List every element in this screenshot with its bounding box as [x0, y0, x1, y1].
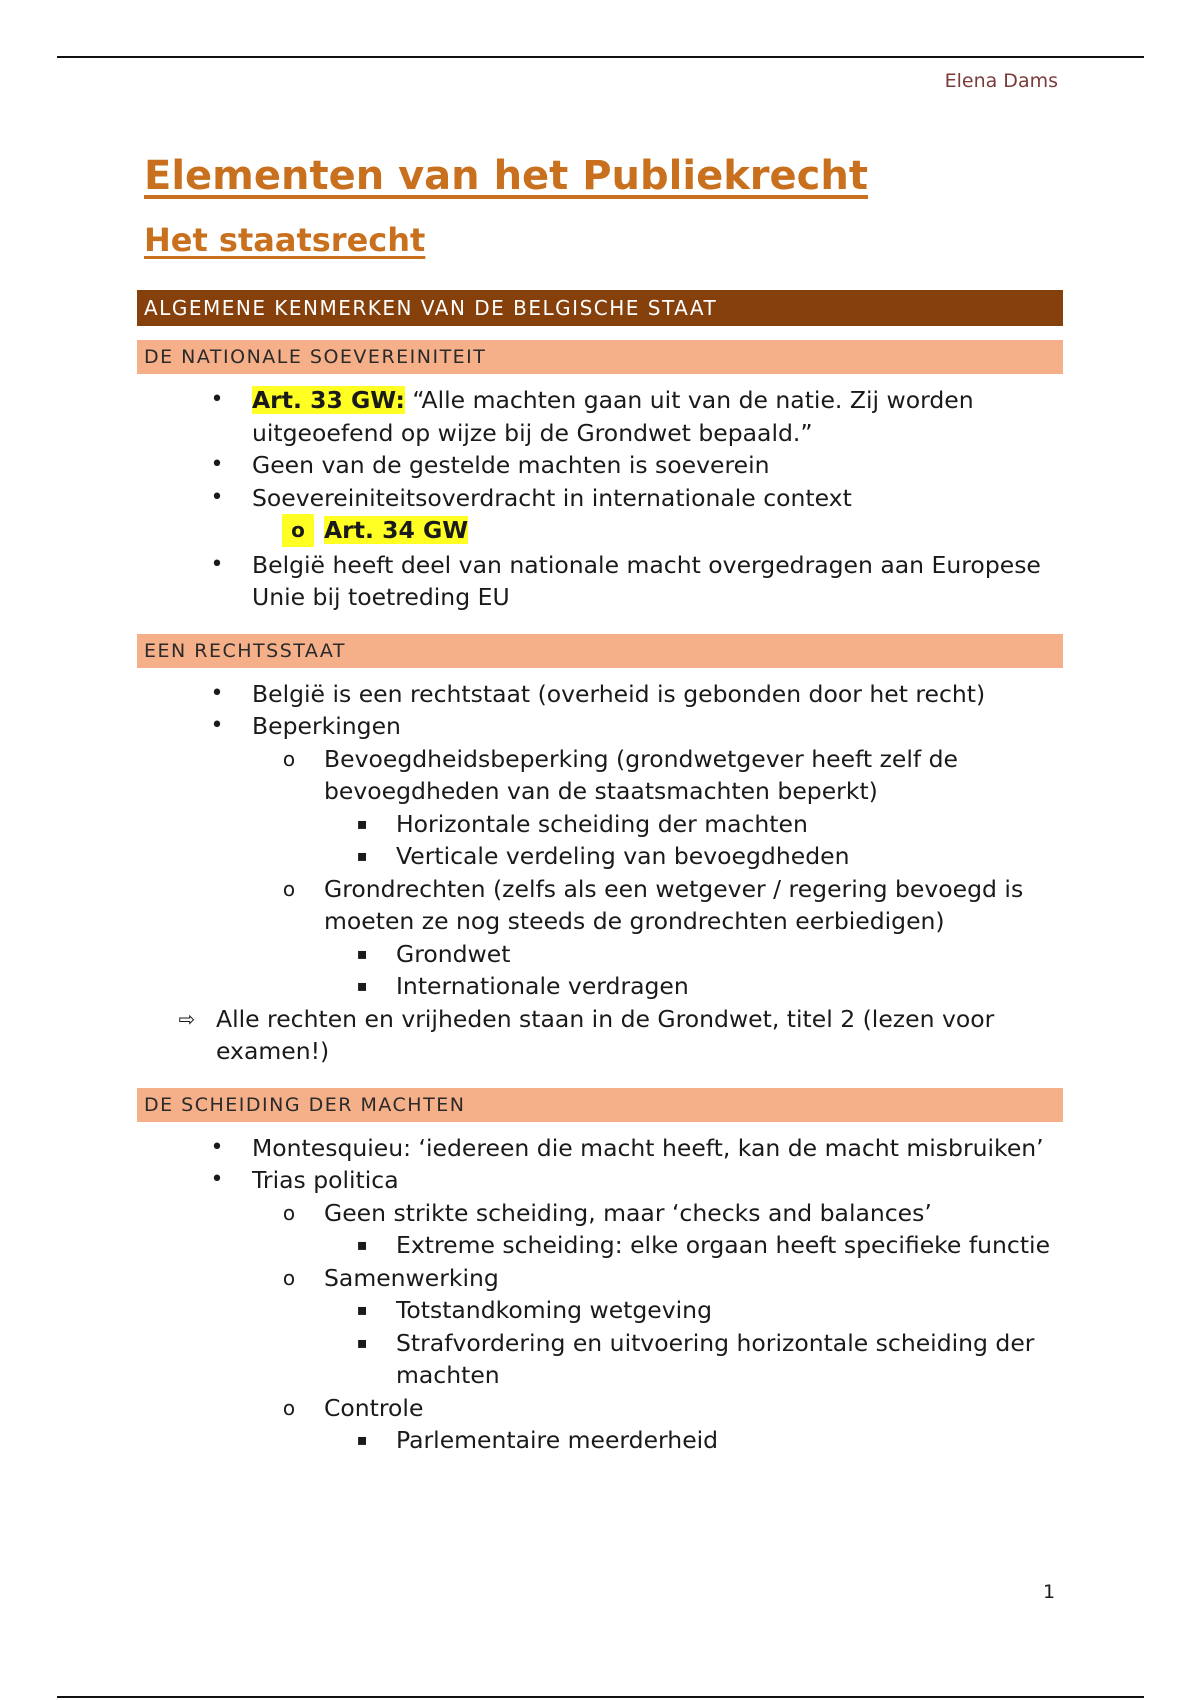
list-item: [137, 808, 1063, 841]
page-number: 1: [1043, 1581, 1056, 1603]
list-item-text: België heeft deel van nationale macht overgedragen aan Europese Unie bij toetreding EU: [252, 550, 1041, 611]
list-item: [137, 482, 1063, 515]
bullet-marker: •: [210, 484, 224, 510]
square-marker: ▪: [356, 1332, 368, 1352]
list-item: [137, 1262, 1063, 1295]
bullet-marker: •: [210, 387, 224, 412]
bullet-marker: •: [210, 680, 224, 706]
circle-marker: o: [282, 1395, 296, 1420]
section-heading-soevereiniteit: DE NATIONALE SOEVEREINITEIT: [137, 340, 1063, 374]
circle-marker: o: [282, 746, 296, 771]
square-marker: ▪: [356, 846, 368, 865]
circle-marker: o: [282, 1265, 296, 1290]
list-item: [137, 514, 1063, 547]
list-item: [137, 1424, 1063, 1457]
list-item-text: Parlementaire meerderheid: [396, 1426, 719, 1454]
document-subtitle: Het staatsrecht: [144, 221, 426, 259]
list-item: [137, 1164, 1063, 1197]
list-item-text: Geen van de gestelde machten is soeverein: [252, 451, 770, 479]
section-list-scheiding: [137, 1132, 1063, 1457]
list-item-text: Montesquieu: ‘iedereen die macht heeft, kan de macht misbruiken’: [252, 1133, 1044, 1162]
bullet-marker: •: [210, 551, 224, 577]
list-item-text: Geen strikte scheiding, maar ‘checks and balances’: [324, 1198, 932, 1227]
list-item: [137, 1229, 1063, 1262]
list-item-text: Strafvordering en uitvoering horizontale scheiding der machten: [396, 1328, 1035, 1389]
bullet-marker: •: [210, 452, 224, 477]
highlighted-article: Art. 34 GW: [324, 516, 469, 544]
list-item-text: Alle rechten en vrijheden staan in de Grondwet, titel 2 (lezen voor examen!): [216, 1004, 995, 1065]
list-item: [137, 970, 1063, 1003]
square-marker: ▪: [356, 1430, 368, 1449]
list-item-text: Extreme scheiding: elke orgaan heeft specifieke functie: [396, 1231, 1051, 1259]
list-item: [137, 384, 1063, 449]
top-rule: [57, 56, 1144, 58]
list-item: [137, 743, 1063, 808]
list-item: [137, 710, 1063, 743]
list-item-text: Controle: [324, 1393, 424, 1422]
list-item-text: Grondwet: [396, 939, 511, 968]
square-marker: ▪: [356, 943, 368, 963]
bullet-marker: •: [210, 713, 224, 738]
header-author: Elena Dams: [944, 70, 1058, 92]
list-item-text: Bevoegdheidsbeperking (grondwetgever heeft zelf de bevoegdheden van de staatsmachten beperkt): [324, 744, 959, 805]
square-marker: ▪: [356, 813, 368, 833]
list-item-text: Grondrechten (zelfs als een wetgever / regering bevoegd is moeten ze nog steeds de grondrechten eerbiedigen): [324, 874, 1024, 935]
section-list-rechtsstaat: [137, 678, 1063, 1068]
list-item: [137, 1132, 1063, 1165]
list-item: [137, 678, 1063, 711]
circle-marker: o: [282, 514, 314, 547]
section-heading-rechtsstaat: EEN RECHTSSTAAT: [137, 634, 1063, 668]
list-item-text: Internationale verdragen: [396, 972, 689, 1000]
list-item: [137, 938, 1063, 971]
list-item: [137, 873, 1063, 938]
document-title: Elementen van het Publiekrecht: [144, 153, 868, 199]
square-marker: ▪: [356, 1300, 368, 1319]
circle-marker: o: [282, 876, 296, 901]
list-item-text: “Alle machten gaan uit van de natie. Zij worden uitgeoefend op wijze bij de Grondwet bepaald.”: [252, 386, 974, 447]
list-item-text: Horizontale scheiding der machten: [396, 809, 808, 838]
list-item: [137, 1003, 1063, 1068]
square-marker: ▪: [356, 1235, 368, 1254]
list-item-text: Verticale verdeling van bevoegdheden: [396, 842, 850, 870]
highlighted-article: Art. 33 GW:: [252, 386, 405, 414]
square-marker: ▪: [356, 976, 368, 995]
section-heading-scheiding: DE SCHEIDING DER MACHTEN: [137, 1088, 1063, 1122]
list-item-text: Soevereiniteitsoverdracht in internationale context: [252, 483, 852, 512]
section-list-soevereiniteit: [137, 384, 1063, 614]
list-item: [137, 1197, 1063, 1230]
list-item: [137, 840, 1063, 873]
list-item-text: Samenwerking: [324, 1263, 499, 1292]
list-item-text: Trias politica: [252, 1166, 399, 1194]
list-item: [137, 1327, 1063, 1392]
main-section-heading: ALGEMENE KENMERKEN VAN DE BELGISCHE STAAT: [137, 290, 1063, 326]
list-item: [137, 449, 1063, 482]
arrow-marker: ⇨: [178, 1006, 196, 1031]
bullet-marker: •: [210, 1134, 224, 1160]
list-item: [137, 549, 1063, 614]
list-item-text: Beperkingen: [252, 712, 401, 740]
bottom-rule: [57, 1696, 1144, 1698]
list-item: [137, 1392, 1063, 1425]
circle-marker: o: [282, 1200, 296, 1225]
list-item: [137, 1294, 1063, 1327]
list-item-text: Totstandkoming wetgeving: [396, 1296, 712, 1324]
bullet-marker: •: [210, 1167, 224, 1192]
list-item-text: België is een rechtstaat (overheid is gebonden door het recht): [252, 679, 986, 708]
document-body: [137, 146, 1063, 1475]
